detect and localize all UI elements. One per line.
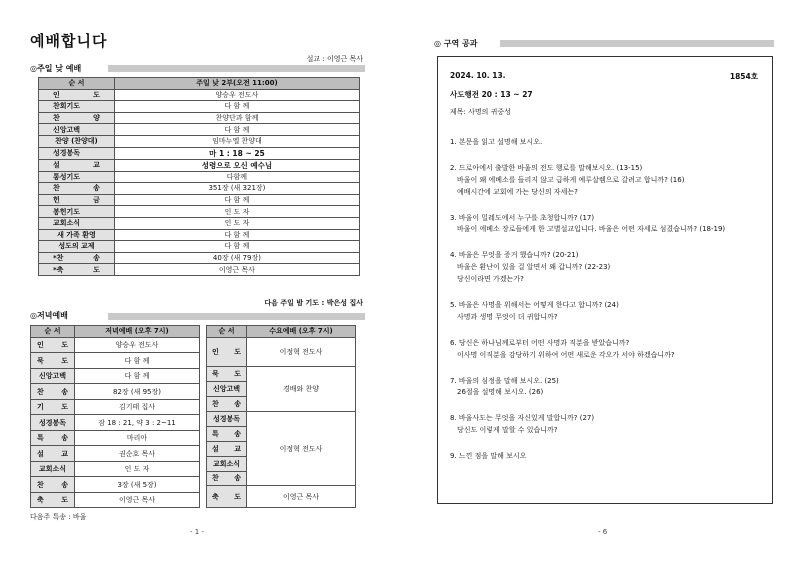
row-value: 마리아: [75, 430, 200, 445]
table-row: [31, 384, 200, 399]
row-value: 경배와 찬양: [247, 367, 356, 412]
row-label: 찬 송: [39, 183, 115, 195]
table-row: [31, 353, 200, 368]
row-value: 인 도 자: [114, 206, 359, 218]
row-label: 교회소식: [39, 217, 115, 229]
left-page: [30, 30, 365, 522]
evening-section-title: ◎저녁예배: [30, 310, 74, 321]
question-item: [450, 250, 758, 286]
row-label: 성경봉독: [207, 411, 247, 426]
right-page-number: - 6: [598, 528, 608, 536]
row-value: 이정혁 전도사: [247, 337, 356, 367]
row-value: 찬양단과 함께: [114, 112, 359, 124]
question-item: [450, 213, 758, 237]
row-value: 마 1 : 18 ~ 25: [114, 147, 359, 159]
question-item: [450, 300, 758, 324]
row-label: 헌 금: [39, 194, 115, 206]
row-value: 인 도 자: [114, 217, 359, 229]
table-row: [39, 112, 360, 124]
table-row: [39, 101, 360, 113]
table-row: [31, 492, 200, 508]
question-sub: 예배시간에 교회에 가는 당신의 자세는?: [457, 187, 578, 196]
section-bar: [108, 65, 365, 72]
row-value: 82장 (새 95장): [75, 384, 200, 399]
row-label: 특 송: [207, 426, 247, 441]
sunday-evening-table: [30, 325, 200, 509]
question-text: 8. 바울사도는 무엇을 자신있게 말합니까? (27): [450, 414, 595, 423]
row-label: 찬 송: [31, 477, 75, 492]
row-label: 통성기도: [39, 171, 115, 183]
row-value: 잠 18 : 21, 약 3 : 2~11: [75, 415, 200, 430]
question-sub: 당신이라면 가겠는가?: [457, 275, 524, 284]
question-item: [450, 137, 758, 149]
header-order: 순 서: [31, 325, 75, 337]
row-label: 인 도: [31, 337, 75, 352]
section-bar: [500, 40, 774, 47]
table-row: [39, 194, 360, 206]
row-value: 351장 (새 321장): [114, 183, 359, 195]
question-sub: 사명과 생명 무엇이 더 귀합니까?: [457, 312, 558, 321]
row-value: 다 함 께: [75, 353, 200, 368]
row-label: 인 도: [39, 89, 115, 101]
preacher-line: 설교 : 이영근 목사: [306, 55, 363, 63]
question-text: 2. 드로아에서 출발한 바울의 전도 행로를 말해보시오. (13-15): [450, 163, 643, 172]
left-page-number: - 1 -: [190, 528, 204, 536]
question-text: 9. 느낀 점을 말해 보시오: [450, 452, 527, 461]
row-label: 설 교: [31, 446, 75, 461]
table-row: [39, 252, 360, 264]
table-row: [39, 135, 360, 147]
question-sub: 바울이 에베소 장로들에게 한 고별설교입니다. 바울은 어떤 자세로 섬겼습니까? (18-19): [457, 225, 726, 234]
header-order: 순 서: [207, 325, 247, 337]
row-label: 성경봉독: [39, 147, 115, 159]
table-row: [39, 124, 360, 136]
row-label: 설 교: [207, 441, 247, 456]
evening-section-header: [30, 310, 365, 322]
row-label: 찬 송: [207, 397, 247, 412]
row-label: *찬 송: [39, 252, 115, 264]
table-row: [39, 159, 360, 171]
row-value: 이영근 목사: [75, 492, 200, 508]
right-page: [434, 30, 774, 504]
lesson-box: [437, 56, 773, 504]
table-header-row: [39, 78, 360, 90]
table-row: [39, 241, 360, 253]
table-row: [39, 217, 360, 229]
row-label: 찬 송: [207, 471, 247, 486]
row-value: 인 도 자: [75, 461, 200, 476]
row-label: 새 가족 환영: [39, 229, 115, 241]
table-row: [39, 89, 360, 101]
next-week-prayer: 다음 주일 밤 기도 : 박은성 집사: [264, 298, 363, 307]
question-item: [450, 163, 758, 199]
question-item: [450, 338, 758, 362]
table-row: [207, 367, 356, 382]
row-label: 묵 도: [31, 353, 75, 368]
row-label: 특 송: [31, 430, 75, 445]
row-value: 다 함 께: [114, 124, 359, 136]
table-row: [207, 411, 356, 426]
row-label: 신앙고백: [39, 124, 115, 136]
row-value: 임마누엘 찬양대: [114, 135, 359, 147]
row-label: 찬회기도: [39, 101, 115, 113]
row-label: 찬 양: [39, 112, 115, 124]
row-value: 이영근 목사: [247, 486, 356, 508]
row-label: 성도의 교제: [39, 241, 115, 253]
header-order: 순 서: [39, 78, 115, 90]
row-value: 40장 (새 79장): [114, 252, 359, 264]
row-value: 다 함 께: [114, 101, 359, 113]
morning-section-title: ◎주일 낮 예배: [30, 63, 87, 74]
page-title: 예배합니다: [30, 32, 108, 50]
row-label: 신앙고백: [31, 368, 75, 383]
table-row: [39, 183, 360, 195]
row-value: 다 함 께: [114, 229, 359, 241]
table-row: [31, 477, 200, 492]
row-label: 기 도: [31, 399, 75, 414]
question-sub: 당신도 이렇게 말할 수 있습니까?: [457, 426, 558, 435]
question-text: 7. 바울의 심정을 말해 보시오. (25): [450, 376, 559, 385]
evening-tables: [30, 325, 365, 509]
row-value: 다 함 께: [75, 368, 200, 383]
row-label: 성경봉독: [31, 415, 75, 430]
row-label: 설 교: [39, 159, 115, 171]
row-label: 봉헌기도: [39, 206, 115, 218]
table-row: [207, 337, 356, 367]
table-row: [39, 229, 360, 241]
bible-reference: 사도행전 20 : 13 ~ 27: [450, 90, 533, 99]
lesson-date: 2024. 10. 13.: [450, 71, 506, 80]
row-label: 교회소식: [207, 456, 247, 471]
row-label: *축 도: [39, 264, 115, 276]
table-row: [31, 368, 200, 383]
question-text: 1. 본문을 읽고 설명해 보시오.: [450, 138, 543, 146]
row-label: 교회소식: [31, 461, 75, 476]
question-text: 5. 바울은 사명을 위해서는 어떻게 한다고 합니까? (24): [450, 301, 619, 310]
question-sub: 바울이 왜 에베소를 들리지 않고 급하게 예루살렘으로 갈려고 합니까? (16): [457, 175, 685, 184]
question-item: [450, 451, 758, 463]
table-header-row: [207, 325, 356, 337]
row-label: 인 도: [207, 337, 247, 367]
lesson-section-header: [434, 36, 774, 50]
row-value: 권순호 목사: [75, 446, 200, 461]
question-item: [450, 376, 758, 400]
question-text: 6. 당신은 하나님께로부터 어떤 사명과 직분을 받았습니까?: [450, 338, 630, 347]
row-value: 3장 (새 5장): [75, 477, 200, 492]
table-row: [39, 171, 360, 183]
header-service: 수요예배 (오후 7시): [247, 325, 356, 337]
row-label: 신앙고백: [207, 382, 247, 397]
table-row: [31, 430, 200, 445]
table-row: [39, 147, 360, 159]
table-row: [31, 461, 200, 476]
morning-section-header: [30, 62, 365, 74]
lesson-date-row: [450, 71, 758, 82]
table-header-row: [31, 325, 200, 337]
question-sub: 26절을 설명해 보시오. (26): [457, 388, 544, 397]
table-row: [31, 337, 200, 352]
table-row: [31, 399, 200, 414]
row-value: 양승우 전도사: [114, 89, 359, 101]
question-sub: 바울은 환난이 있을 걸 알면서 왜 갑니까? (22-23): [457, 263, 611, 272]
row-label: 묵 도: [207, 367, 247, 382]
wednesday-service-table: [206, 325, 356, 509]
row-value: 양승우 전도사: [75, 337, 200, 352]
morning-service-table: [38, 77, 360, 276]
row-label: 축 도: [207, 486, 247, 508]
row-label: 찬 송: [31, 384, 75, 399]
row-value: 성령으로 오신 예수님: [114, 159, 359, 171]
special-song-note: 다음주 특송 : 바울: [30, 513, 87, 522]
table-row: [39, 264, 360, 276]
section-bar: [108, 313, 365, 320]
table-row: [31, 415, 200, 430]
row-value: 이정혁 전도사: [247, 411, 356, 485]
row-label: 찬양 (찬양대): [39, 135, 115, 147]
header-service: 주일 낮 2부(오전 11:00): [114, 78, 359, 90]
row-value: 다 함 께: [114, 241, 359, 253]
lesson-section-title: ◎ 구역 공과: [434, 38, 483, 49]
row-value: 다 함 께: [114, 194, 359, 206]
row-label: 축 도: [31, 492, 75, 508]
table-row: [39, 206, 360, 218]
question-text: 4. 바울은 무엇을 증거 했습니까? (20-21): [450, 251, 579, 260]
table-row: [207, 486, 356, 508]
lesson-topic: 제목: 사명의 귀중성: [450, 108, 511, 116]
question-text: 3. 바울이 밀레도에서 누구를 초청합니까? (17): [450, 213, 595, 222]
issue-number: 1854호: [729, 72, 758, 81]
question-sub: 이사명 이직분을 감당하기 위하여 어떤 새로운 각오가 서야 하겠습니까?: [457, 350, 675, 359]
row-value: 김기태 집사: [75, 399, 200, 414]
header-service: 저녁예배 (오후 7시): [75, 325, 200, 337]
table-row: [31, 446, 200, 461]
row-value: 다함께: [114, 171, 359, 183]
question-item: [450, 413, 758, 437]
row-value: 이영근 목사: [114, 264, 359, 276]
